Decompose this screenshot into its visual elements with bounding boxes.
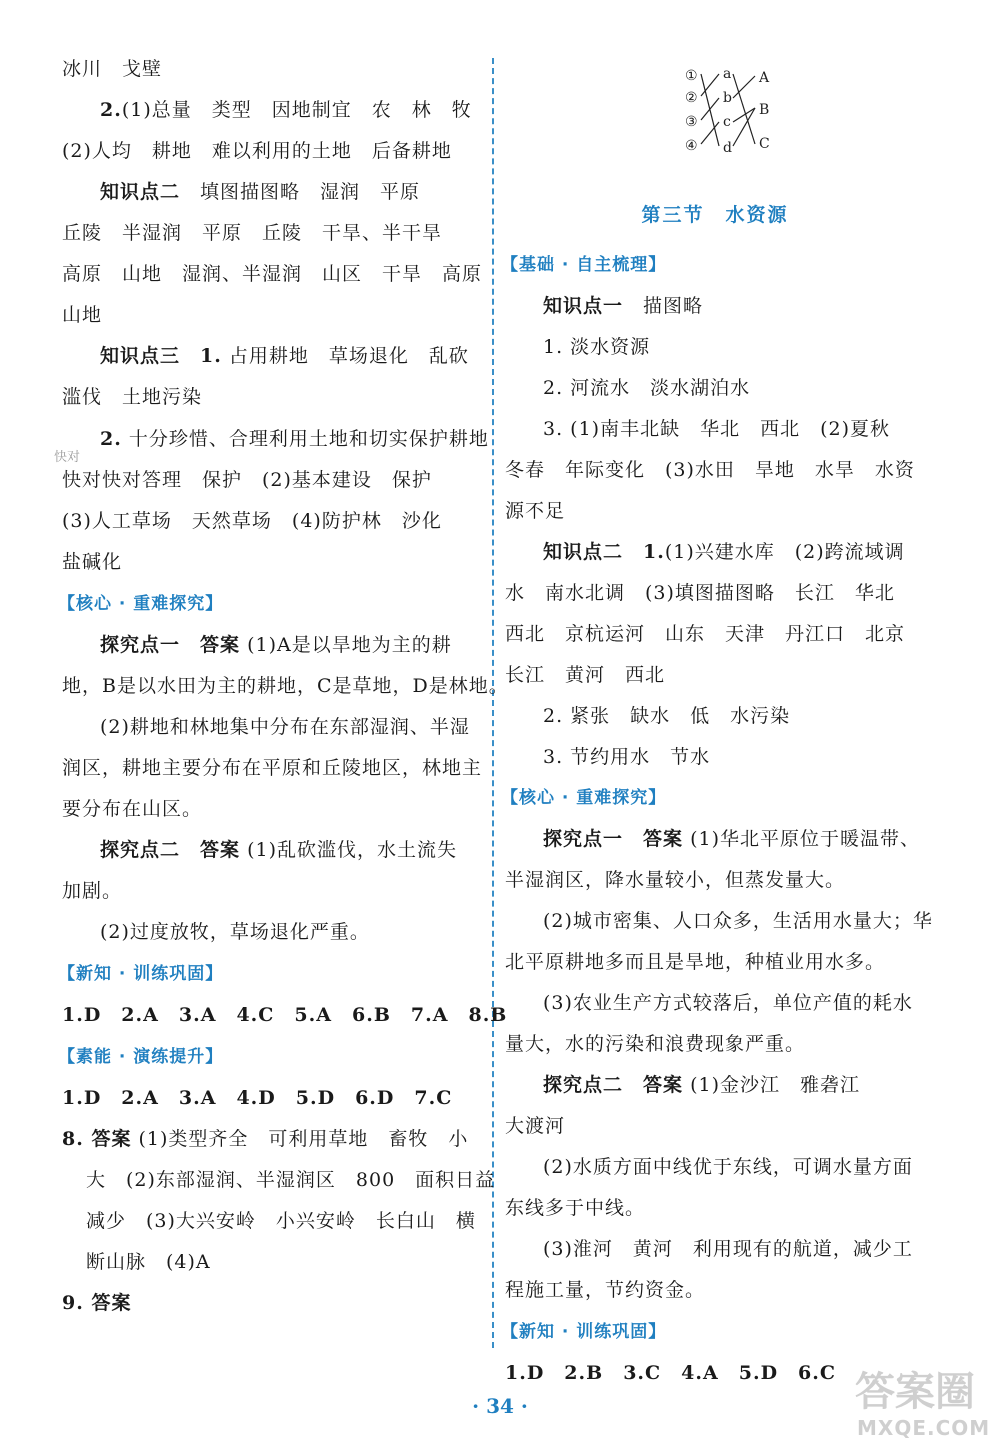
text-line: 盐碱化 <box>62 551 123 573</box>
text-line: 知识点二 填图描图略 湿润 平原 <box>100 181 421 203</box>
match-right-item: A <box>759 70 770 86</box>
text-line: (3)人工草场 天然草场 (4)防护林 沙化 <box>62 510 442 532</box>
text-line: 量大，水的污染和浪费现象严重。 <box>505 1033 806 1055</box>
text-line: 知识点二 1.(1)兴建水库 (2)跨流域调 <box>543 541 905 563</box>
text-line: 减少 (3)大兴安岭 小兴安岭 长白山 横 <box>86 1210 476 1232</box>
text-line: 知识点一 描图略 <box>543 295 704 317</box>
text-line: 2. 十分珍惜、合理利用土地和切实保护耕地 <box>100 428 489 450</box>
section-tag: 【基础 · 自主梳理】 <box>501 255 667 275</box>
text-line: 加剧。 <box>62 880 123 902</box>
watermark-url-text: MXQE.COM <box>857 1416 991 1440</box>
match-left-item: ④ <box>685 138 698 154</box>
text-line: 9. 答案 <box>62 1292 132 1314</box>
text-line: (2)耕地和林地集中分布在东部湿润、半湿 <box>100 716 470 738</box>
text-line: 冬春 年际变化 (3)水田 旱地 水旱 水资 <box>505 459 915 481</box>
text-line: 北平原耕地多而且是旱地，种植业用水多。 <box>505 951 886 973</box>
text-line: 东线多于中线。 <box>505 1197 646 1219</box>
text-line: 大 (2)东部湿润、半湿润区 800 面积日益 <box>86 1169 496 1191</box>
match-mid-item: d <box>723 140 732 156</box>
text-line: 断山脉 (4)A <box>86 1251 211 1273</box>
text-line: 8. 答案 (1)类型齐全 可利用草地 畜牧 小 <box>62 1128 469 1150</box>
text-line: (3)农业生产方式较落后，单位产值的耗水 <box>543 992 913 1014</box>
match-left-item: ① <box>685 68 698 84</box>
text-line: 半湿润区，降水量较小，但蒸发量大。 <box>505 869 846 891</box>
watermark-logo-text: 答案圈 <box>855 1369 975 1415</box>
text-line: 2. 河流水 淡水湖泊水 <box>543 377 751 399</box>
text-line: 水 南水北调 (3)填图描图略 长江 华北 <box>505 582 895 604</box>
answer-line: 1.D 2.A 3.A 4.D 5.D 6.D 7.C <box>62 1087 453 1109</box>
text-line: 源不足 <box>505 500 566 522</box>
text-line: 润区，耕地主要分布在平原和丘陵地区，林地主 <box>62 757 483 779</box>
text-line: 大渡河 <box>505 1115 566 1137</box>
answer-line: 1.D 2.B 3.C 4.A 5.D 6.C <box>505 1362 837 1384</box>
section-tag: 【素能 · 演练提升】 <box>58 1047 224 1067</box>
faint-watermark-text: 快对 <box>54 450 81 465</box>
text-line: 3. (1)南丰北缺 华北 西北 (2)夏秋 <box>543 418 890 440</box>
text-line: 快对快对答理 保护 (2)基本建设 保护 <box>62 469 432 491</box>
match-left-item: ② <box>685 90 698 106</box>
text-line: 冰川 戈壁 <box>62 58 163 80</box>
text-line: 高原 山地 湿润、半湿润 山区 干旱 高原 <box>62 263 483 285</box>
match-left-item: ③ <box>685 114 698 130</box>
text-line: 要分布在山区。 <box>62 798 203 820</box>
answer-line: 1.D 2.A 3.A 4.C 5.A 6.B 7.A 8.B <box>62 1004 508 1026</box>
matching-diagram <box>685 68 795 158</box>
column-divider <box>492 58 494 1348</box>
text-line: 1. 淡水资源 <box>543 336 651 358</box>
match-right-item: C <box>759 136 770 152</box>
matching-lines <box>685 68 795 158</box>
text-line: (2)人均 耕地 难以利用的土地 后备耕地 <box>62 140 452 162</box>
text-line: 滥伐 土地污染 <box>62 386 203 408</box>
text-line: (2)过度放牧，草场退化严重。 <box>100 921 370 943</box>
text-line: 程施工量，节约资金。 <box>505 1279 706 1301</box>
text-line: 山地 <box>62 304 103 326</box>
match-mid-item: b <box>723 90 732 106</box>
match-right-item: B <box>759 102 770 118</box>
section-tag: 【新知 · 训练巩固】 <box>58 964 224 984</box>
text-line: 探究点二 答案 (1)乱砍滥伐，水土流失 <box>100 839 457 861</box>
text-line: (2)水质方面中线优于东线，可调水量方面 <box>543 1156 913 1178</box>
section-tag: 【新知 · 训练巩固】 <box>501 1322 667 1342</box>
text-line: 知识点三 1. 占用耕地 草场退化 乱砍 <box>100 345 469 367</box>
text-line: 探究点一 答案 (1)A是以旱地为主的耕 <box>100 634 452 656</box>
text-line: 2.(1)总量 类型 因地制宜 农 林 牧 <box>100 99 472 121</box>
section-tag: 【核心 · 重难探究】 <box>58 594 224 614</box>
text-line: (3)淮河 黄河 利用现有的航道，减少工 <box>543 1238 913 1260</box>
section-title: 第三节 水资源 <box>641 204 789 226</box>
text-line: 2. 紧张 缺水 低 水污染 <box>543 705 791 727</box>
text-line: 丘陵 半湿润 平原 丘陵 干旱、半干旱 <box>62 222 443 244</box>
watermark-logo <box>855 1360 995 1446</box>
match-mid-item: c <box>723 114 731 130</box>
section-tag: 【核心 · 重难探究】 <box>501 788 667 808</box>
text-line: 地，B是以水田为主的耕地，C是草地，D是林地。 <box>62 675 509 697</box>
text-line: 探究点一 答案 (1)华北平原位于暖温带、 <box>543 828 920 850</box>
page-number: · 34 · <box>472 1394 528 1418</box>
text-line: (2)城市密集、人口众多，生活用水量大；华 <box>543 910 933 932</box>
text-line: 探究点二 答案 (1)金沙江 雅砻江 <box>543 1074 860 1096</box>
match-mid-item: a <box>723 66 732 82</box>
text-line: 3. 节约用水 节水 <box>543 746 711 768</box>
text-line: 长江 黄河 西北 <box>505 664 666 686</box>
text-line: 西北 京杭运河 山东 天津 丹江口 北京 <box>505 623 906 645</box>
